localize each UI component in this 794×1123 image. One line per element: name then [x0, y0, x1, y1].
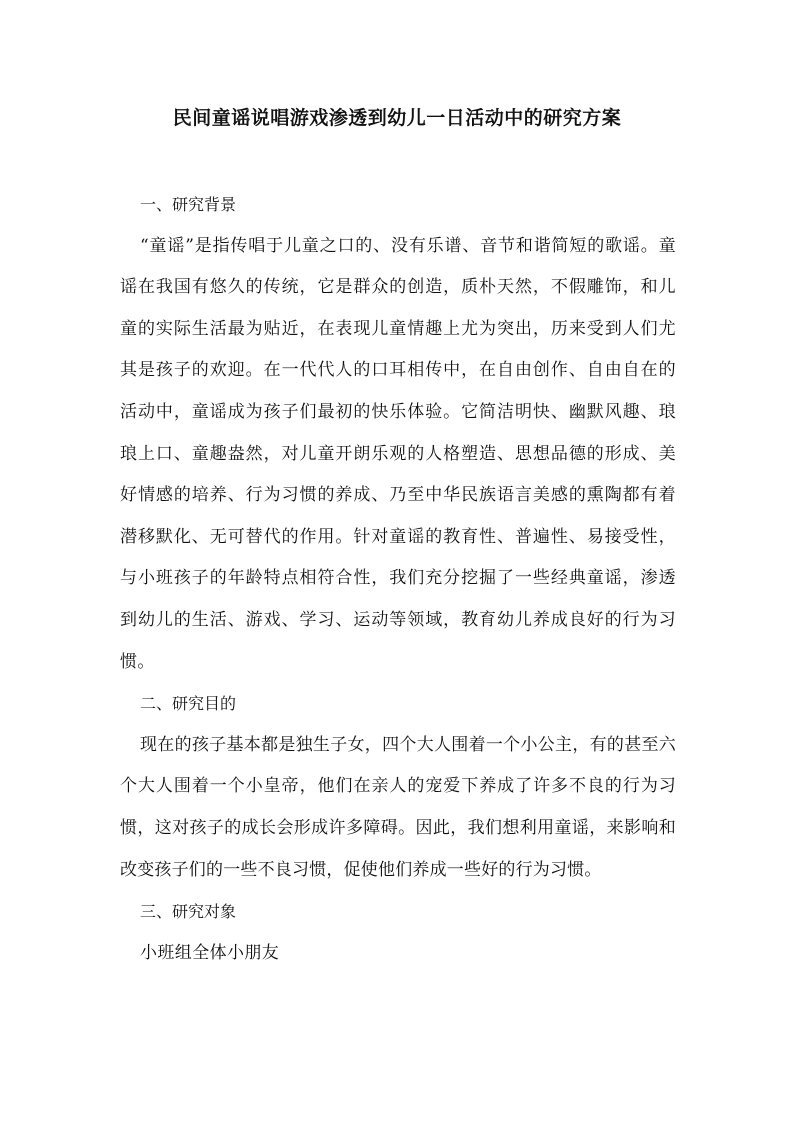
document-body — [120, 184, 676, 974]
section-heading-subjects: 三、研究对象 — [140, 902, 237, 922]
document-title: 民间童谣说唱游戏渗透到幼儿一日活动中的研究方案 — [172, 107, 622, 129]
section-body-subjects: 小班组全体小朋友 — [140, 942, 280, 963]
section-heading-purpose: 二、研究目的 — [140, 694, 237, 714]
section-body-purpose: 现在的孩子基本都是独生子女，四个大人围着一个小公主，有的甚至六个大人围着一个小皇帝，他们在亲人的宠爱下养成了许多不良的行为习惯，这对孩子的成长会形成许多障碍。因此，我们想利用童谣，来影响和改变孩子们的一些不良习惯，促使他们养成一些好的行为习惯。 — [120, 734, 676, 880]
section-heading-background: 一、研究背景 — [140, 195, 237, 214]
section-body-background: “童谣”是指传唱于儿童之口的、没有乐谱、音节和谐简短的歌谣。童谣在我国有悠久的传统，它是群众的创造，质朴天然，不假雕饰，和儿童的实际生活最为贴近，在表现儿童情趣上尤为突出，历来受到人们尤其是孩子的欢迎。在一代代人的口耳相传中，在自由创作、自由自在的活动中，童谣成为孩子们最初的快乐体验。它简洁明快、幽默风趣、琅琅上口、童趣盎然，对儿童开朗乐观的人格塑造、思想品德的形成、美好情感的培养、行为习惯的养成、乃至中华民族语言美感的熏陶都有着潜移默化、无可替代的作用。针对童谣的教育性、普遍性、易接受性，与小班孩子的年龄特点相符合性，我们充分挖掘了一些经典童谣，渗透到幼儿的生活、游戏、学习、运动等领域，教育幼儿养成良好的行为习惯。 — [120, 235, 676, 672]
